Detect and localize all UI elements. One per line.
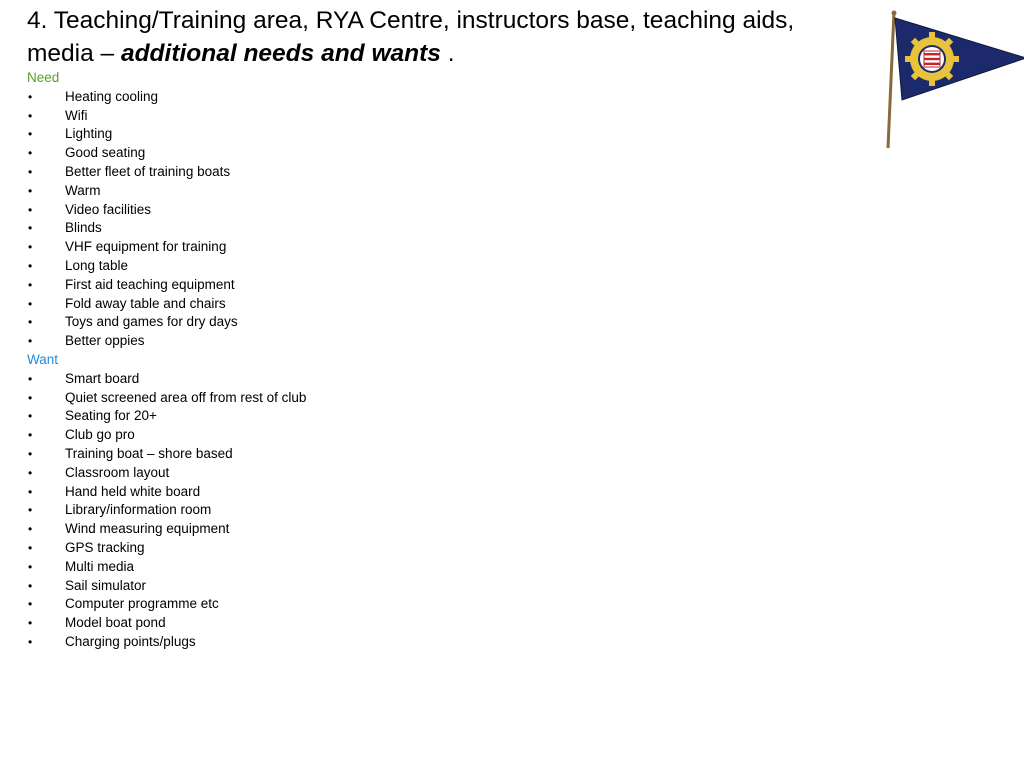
need-list-item: [27, 201, 727, 220]
want-list-item: [27, 577, 727, 596]
want-item-text: Training boat – shore based: [65, 445, 233, 461]
need-item-text: Better oppies: [65, 333, 145, 349]
need-list-item: [27, 163, 727, 182]
want-list-item: [27, 520, 727, 539]
want-item-text: Smart board: [65, 370, 140, 386]
bullet-icon: •: [28, 277, 33, 292]
need-item-text: Blinds: [65, 220, 102, 236]
bullet-icon: •: [28, 371, 33, 386]
need-list-item: [27, 238, 727, 257]
want-item-text: Seating for 20+: [65, 408, 157, 424]
bullet-icon: •: [28, 258, 33, 273]
want-list-item: [27, 539, 727, 558]
want-item-text: Hand held white board: [65, 483, 201, 499]
want-list-item: [27, 407, 727, 426]
want-list-item: [27, 633, 727, 652]
need-item-text: Fold away table and chairs: [65, 295, 226, 311]
need-list-item: [27, 295, 727, 314]
want-list-item: [27, 445, 727, 464]
slide-content: [27, 69, 727, 652]
bullet-icon: •: [28, 315, 33, 330]
flag-pole-top: [892, 11, 897, 16]
bullet-icon: •: [28, 164, 33, 179]
bullet-icon: •: [28, 522, 33, 537]
need-list-item: [27, 88, 727, 107]
bullet-icon: •: [28, 89, 33, 104]
bullet-icon: •: [28, 296, 33, 311]
need-list-item: [27, 313, 727, 332]
want-list: [27, 370, 727, 652]
need-item-text: Toys and games for dry days: [65, 314, 238, 330]
slide-title-main: 4. Teaching/Training area, RYA Centre, instructors base, teaching aids, media –: [27, 7, 795, 67]
want-item-text: Library/information room: [65, 502, 212, 518]
need-list-item: [27, 144, 727, 163]
want-list-item: [27, 464, 727, 483]
want-item-text: Quiet screened area off from rest of club: [65, 389, 307, 405]
bullet-icon: •: [28, 559, 33, 574]
bullet-icon: •: [28, 334, 33, 349]
need-list-item: [27, 219, 727, 238]
need-item-text: Warm: [65, 182, 101, 198]
need-item-text: VHF equipment for training: [65, 239, 227, 255]
want-item-text: Wind measuring equipment: [65, 521, 230, 537]
bullet-icon: •: [28, 597, 33, 612]
want-item-text: Multi media: [65, 558, 135, 574]
want-list-item: [27, 614, 727, 633]
want-item-text: Charging points/plugs: [65, 633, 196, 649]
want-list-item: [27, 426, 727, 445]
want-heading: Want: [27, 351, 59, 367]
need-item-text: Video facilities: [65, 201, 152, 217]
want-list-item: [27, 389, 727, 408]
bullet-icon: •: [28, 108, 33, 123]
emblem: [905, 32, 959, 86]
bullet-icon: •: [28, 540, 33, 555]
bullet-icon: •: [28, 634, 33, 649]
need-item-text: Better fleet of training boats: [65, 163, 231, 179]
club-burgee-flag-icon: [880, 8, 1024, 153]
need-list: [27, 88, 727, 351]
need-item-text: First aid teaching equipment: [65, 276, 235, 292]
bullet-icon: •: [28, 202, 33, 217]
slide-title: [27, 4, 857, 70]
need-list-item: [27, 257, 727, 276]
want-list-item: [27, 558, 727, 577]
need-list-item: [27, 182, 727, 201]
want-item-text: Sail simulator: [65, 577, 147, 593]
bullet-icon: •: [28, 503, 33, 518]
bullet-icon: •: [28, 465, 33, 480]
bullet-icon: •: [28, 409, 33, 424]
slide-title-end: .: [440, 40, 455, 67]
need-heading: Need: [27, 70, 60, 85]
bullet-icon: •: [28, 127, 33, 142]
want-list-item: [27, 370, 727, 389]
bullet-icon: •: [28, 484, 33, 499]
bullet-icon: •: [28, 146, 33, 161]
bullet-icon: •: [28, 428, 33, 443]
need-item-text: Lighting: [65, 126, 113, 142]
want-item-text: Classroom layout: [65, 464, 170, 480]
bullet-icon: •: [28, 183, 33, 198]
need-item-text: Wifi: [65, 107, 88, 123]
want-item-text: Club go pro: [65, 427, 135, 443]
want-item-text: GPS tracking: [65, 539, 145, 555]
want-list-item: [27, 595, 727, 614]
slide-title-emphasis: additional needs and wants: [120, 40, 441, 67]
flag-pole: [888, 12, 894, 148]
bullet-icon: •: [28, 446, 33, 461]
need-list-item: [27, 332, 727, 351]
need-list-item: [27, 107, 727, 126]
want-item-text: Computer programme etc: [65, 596, 219, 612]
bullet-icon: •: [28, 240, 33, 255]
bullet-icon: •: [28, 578, 33, 593]
want-list-item: [27, 483, 727, 502]
need-list-item: [27, 276, 727, 295]
emblem-shield: [924, 51, 940, 67]
want-item-text: Model boat pond: [65, 615, 166, 631]
need-item-text: Heating cooling: [65, 88, 159, 104]
bullet-icon: •: [28, 616, 33, 631]
need-item-text: Long table: [65, 257, 129, 273]
bullet-icon: •: [28, 221, 33, 236]
want-list-item: [27, 501, 727, 520]
need-item-text: Good seating: [65, 145, 146, 161]
need-list-item: [27, 125, 727, 144]
bullet-icon: •: [28, 390, 33, 405]
